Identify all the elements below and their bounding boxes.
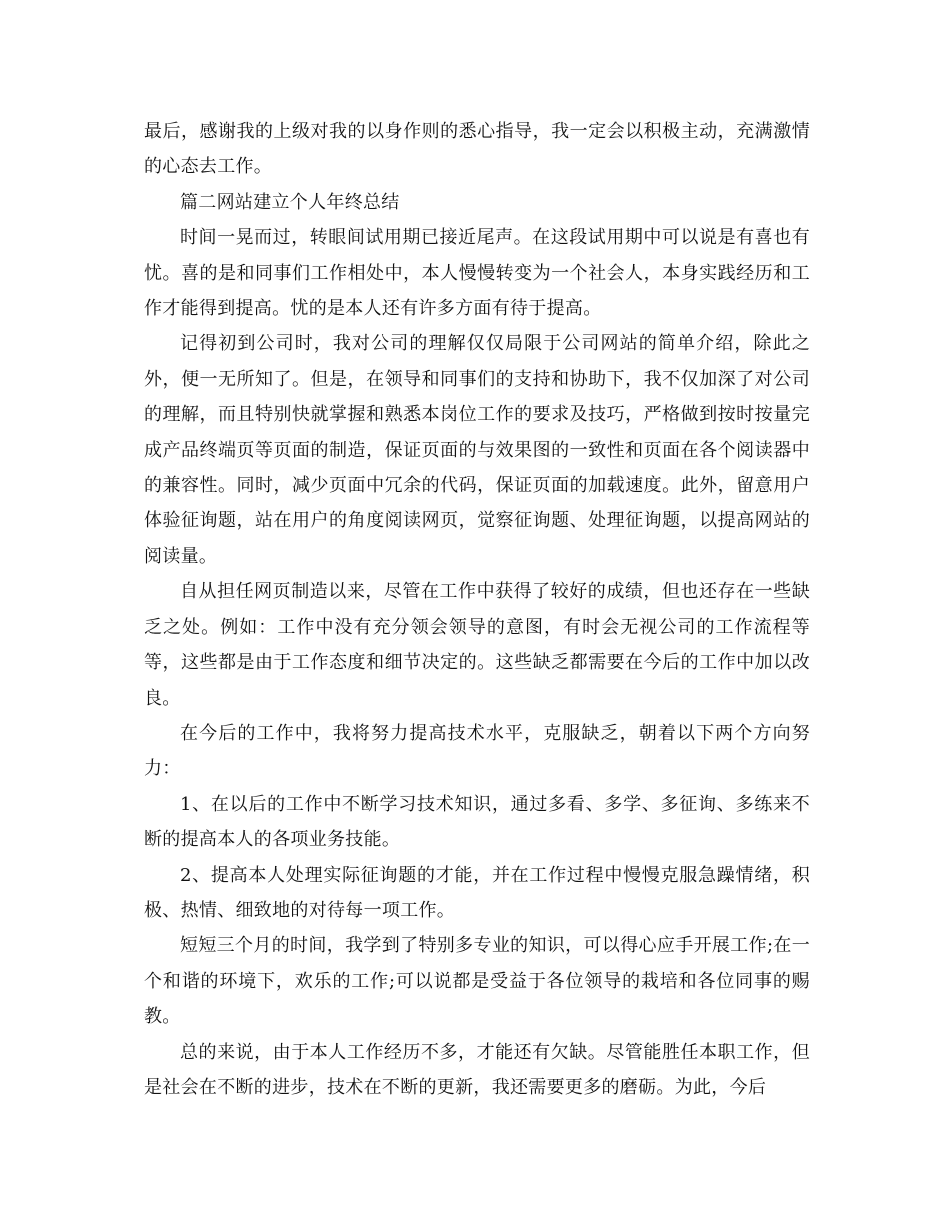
paragraph-company-understanding: 记得初到公司时，我对公司的理解仅仅局限于公司网站的简单介绍，除此之外，便一无所知了。但是，在领导和同事们的支持和协助下，我不仅加深了对公司的理解，而且特别快就掌握和熟悉本岗位工作的要求及技巧，严格做到按时按量完成产品终端页等页面的制造，保证页面的与效果图的一致性和页面在各个阅读器中的兼容性。同时，减少页面中冗余的代码，保证页面的加载速度。此外，留意用户体验征询题，站在用户的角度阅读网页，觉察征询题、处理征询题，以提高网站的阅读量。 xyxy=(144,333,810,567)
paragraph-summary: 总的来说，由于本人工作经历不多，才能还有欠缺。尽管能胜任本职工作，但是社会在不断的进步，技术在不断的更新，我还需要更多的磨砺。为此，今后 xyxy=(144,1041,810,1098)
paragraph-intro: 时间一晃而过，转眼间试用期已接近尾声。在这段试用期中可以说是有喜也有忧。喜的是和同事们工作相处中，本人慢慢转变为一个社会人，本身实践经历和工作才能得到提高。忧的是本人还有许多方面有待于提高。 xyxy=(144,227,810,320)
paragraph-three-months: 短短三个月的时间，我学到了特别多专业的知识，可以得心应手开展工作;在一个和谐的环境下，欢乐的工作;可以说都是受益于各位领导的栽培和各位同事的赐教。 xyxy=(144,935,810,1028)
paragraph-future-directions: 在今后的工作中，我将努力提高技术水平，克服缺乏，朝着以下两个方向努力： xyxy=(144,722,810,780)
paragraph-closing-thanks: 最后，感谢我的上级对我的以身作则的悉心指导，我一定会以积极主动，充满激情的心态去工作。 xyxy=(144,121,810,178)
list-item-2: 2、提高本人处理实际征询题的才能，并在工作过程中慢慢克服急躁情绪，积极、热情、细致地的对待每一项工作。 xyxy=(144,864,810,921)
list-item-1: 1、在以后的工作中不断学习技术知识，通过多看、多学、多征询、多练来不断的提高本人的各项业务技能。 xyxy=(144,793,810,851)
paragraph-shortcomings: 自从担任网页制造以来，尽管在工作中获得了较好的成绩，但也还存在一些缺乏之处。例如：工作中没有充分领会领导的意图，有时会无视公司的工作流程等等，这些都是由于工作态度和细节决定的。这些缺乏都需要在今后的工作中加以改良。 xyxy=(144,581,810,709)
document-body xyxy=(144,114,810,1105)
section-heading: 篇二网站建立个人年终总结 xyxy=(180,191,400,213)
